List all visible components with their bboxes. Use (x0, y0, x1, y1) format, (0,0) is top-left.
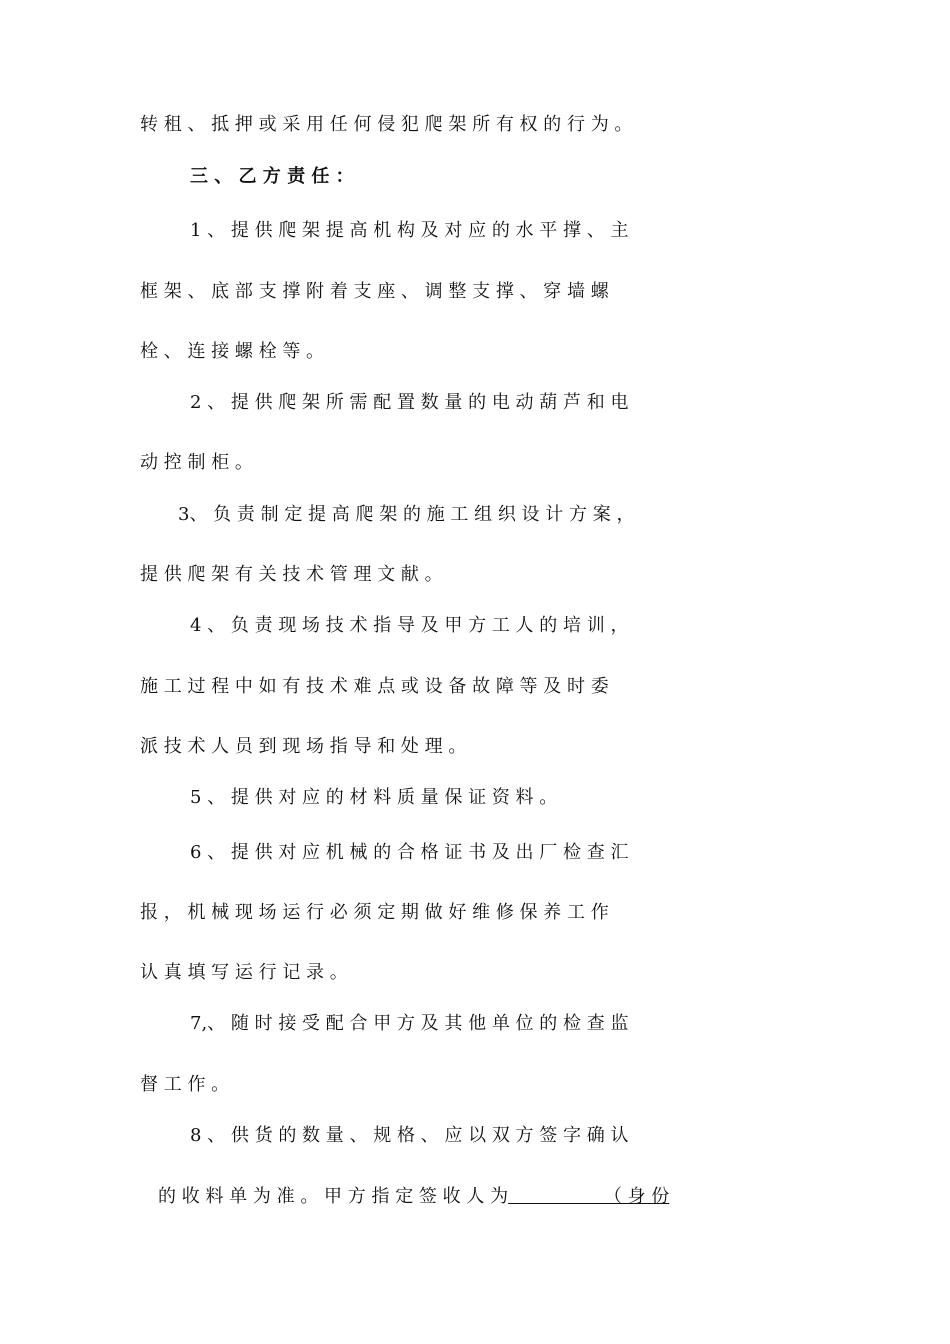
text-line-10: 4 、 负 责 现 场 技 术 指 导 及 甲 方 工 人 的 培 训 ， (190, 615, 629, 636)
signature-blank: （ 身 份 (508, 1186, 670, 1207)
text-line-18: 督 工 作 。 (140, 1074, 230, 1095)
text-line-17: 7,、 随 时 接 受 配 合 甲 方 及 其 他 单 位 的 检 查 监 (190, 1013, 629, 1034)
text-line-20-main: 的 收 料 单 为 准 。 甲 方 指 定 签 收 人 为 (158, 1186, 509, 1207)
text-line-1: 转 租 、 抵 押 或 采 用 任 何 侵 犯 爬 架 所 有 权 的 行 为 。 (140, 114, 633, 135)
text-line-6: 2 、 提 供 爬 架 所 需 配 置 数 量 的 电 动 葫 芦 和 电 (190, 392, 629, 413)
text-line-13: 5 、 提 供 对 应 的 材 料 质 量 保 证 资 料 。 (190, 787, 558, 808)
text-line-8: 3、 负 责 制 定 提 高 爬 架 的 施 工 组 织 设 计 方 案 ， (178, 504, 635, 525)
text-line-11: 施 工 过 程 中 如 有 技 术 难 点 或 设 备 故 障 等 及 时 委 (140, 676, 609, 697)
text-line-9: 提 供 爬 架 有 关 技 术 管 理 文 献 。 (140, 564, 443, 585)
text-line-14: 6 、 提 供 对 应 机 械 的 合 格 证 书 及 出 厂 检 查 汇 (190, 842, 629, 863)
text-line-16: 认 真 填 写 运 行 记 录 。 (140, 962, 348, 983)
text-line-5: 栓 、 连 接 螺 栓 等 。 (140, 341, 325, 362)
text-line-3: 1 、 提 供 爬 架 提 高 机 构 及 对 应 的 水 平 撑 、 主 (190, 220, 629, 241)
text-line-15: 报 ， 机 械 现 场 运 行 必 须 定 期 做 好 维 修 保 养 工 作 (140, 902, 609, 923)
text-line-7: 动 控 制 柜 。 (140, 452, 253, 473)
text-line-12: 派 技 术 人 员 到 现 场 指 导 和 处 理 。 (140, 736, 467, 757)
text-line-19: 8 、 供 货 的 数 量 、 规 格 、 应 以 双 方 签 字 确 认 (190, 1125, 629, 1146)
text-line-4: 框 架 、 底 部 支 撑 附 着 支 座 、 调 整 支 撑 、 穿 墙 螺 (140, 281, 609, 302)
section-heading: 三 、 乙 方 责 任 ： (190, 166, 354, 187)
text-line-20 (158, 1186, 669, 1208)
